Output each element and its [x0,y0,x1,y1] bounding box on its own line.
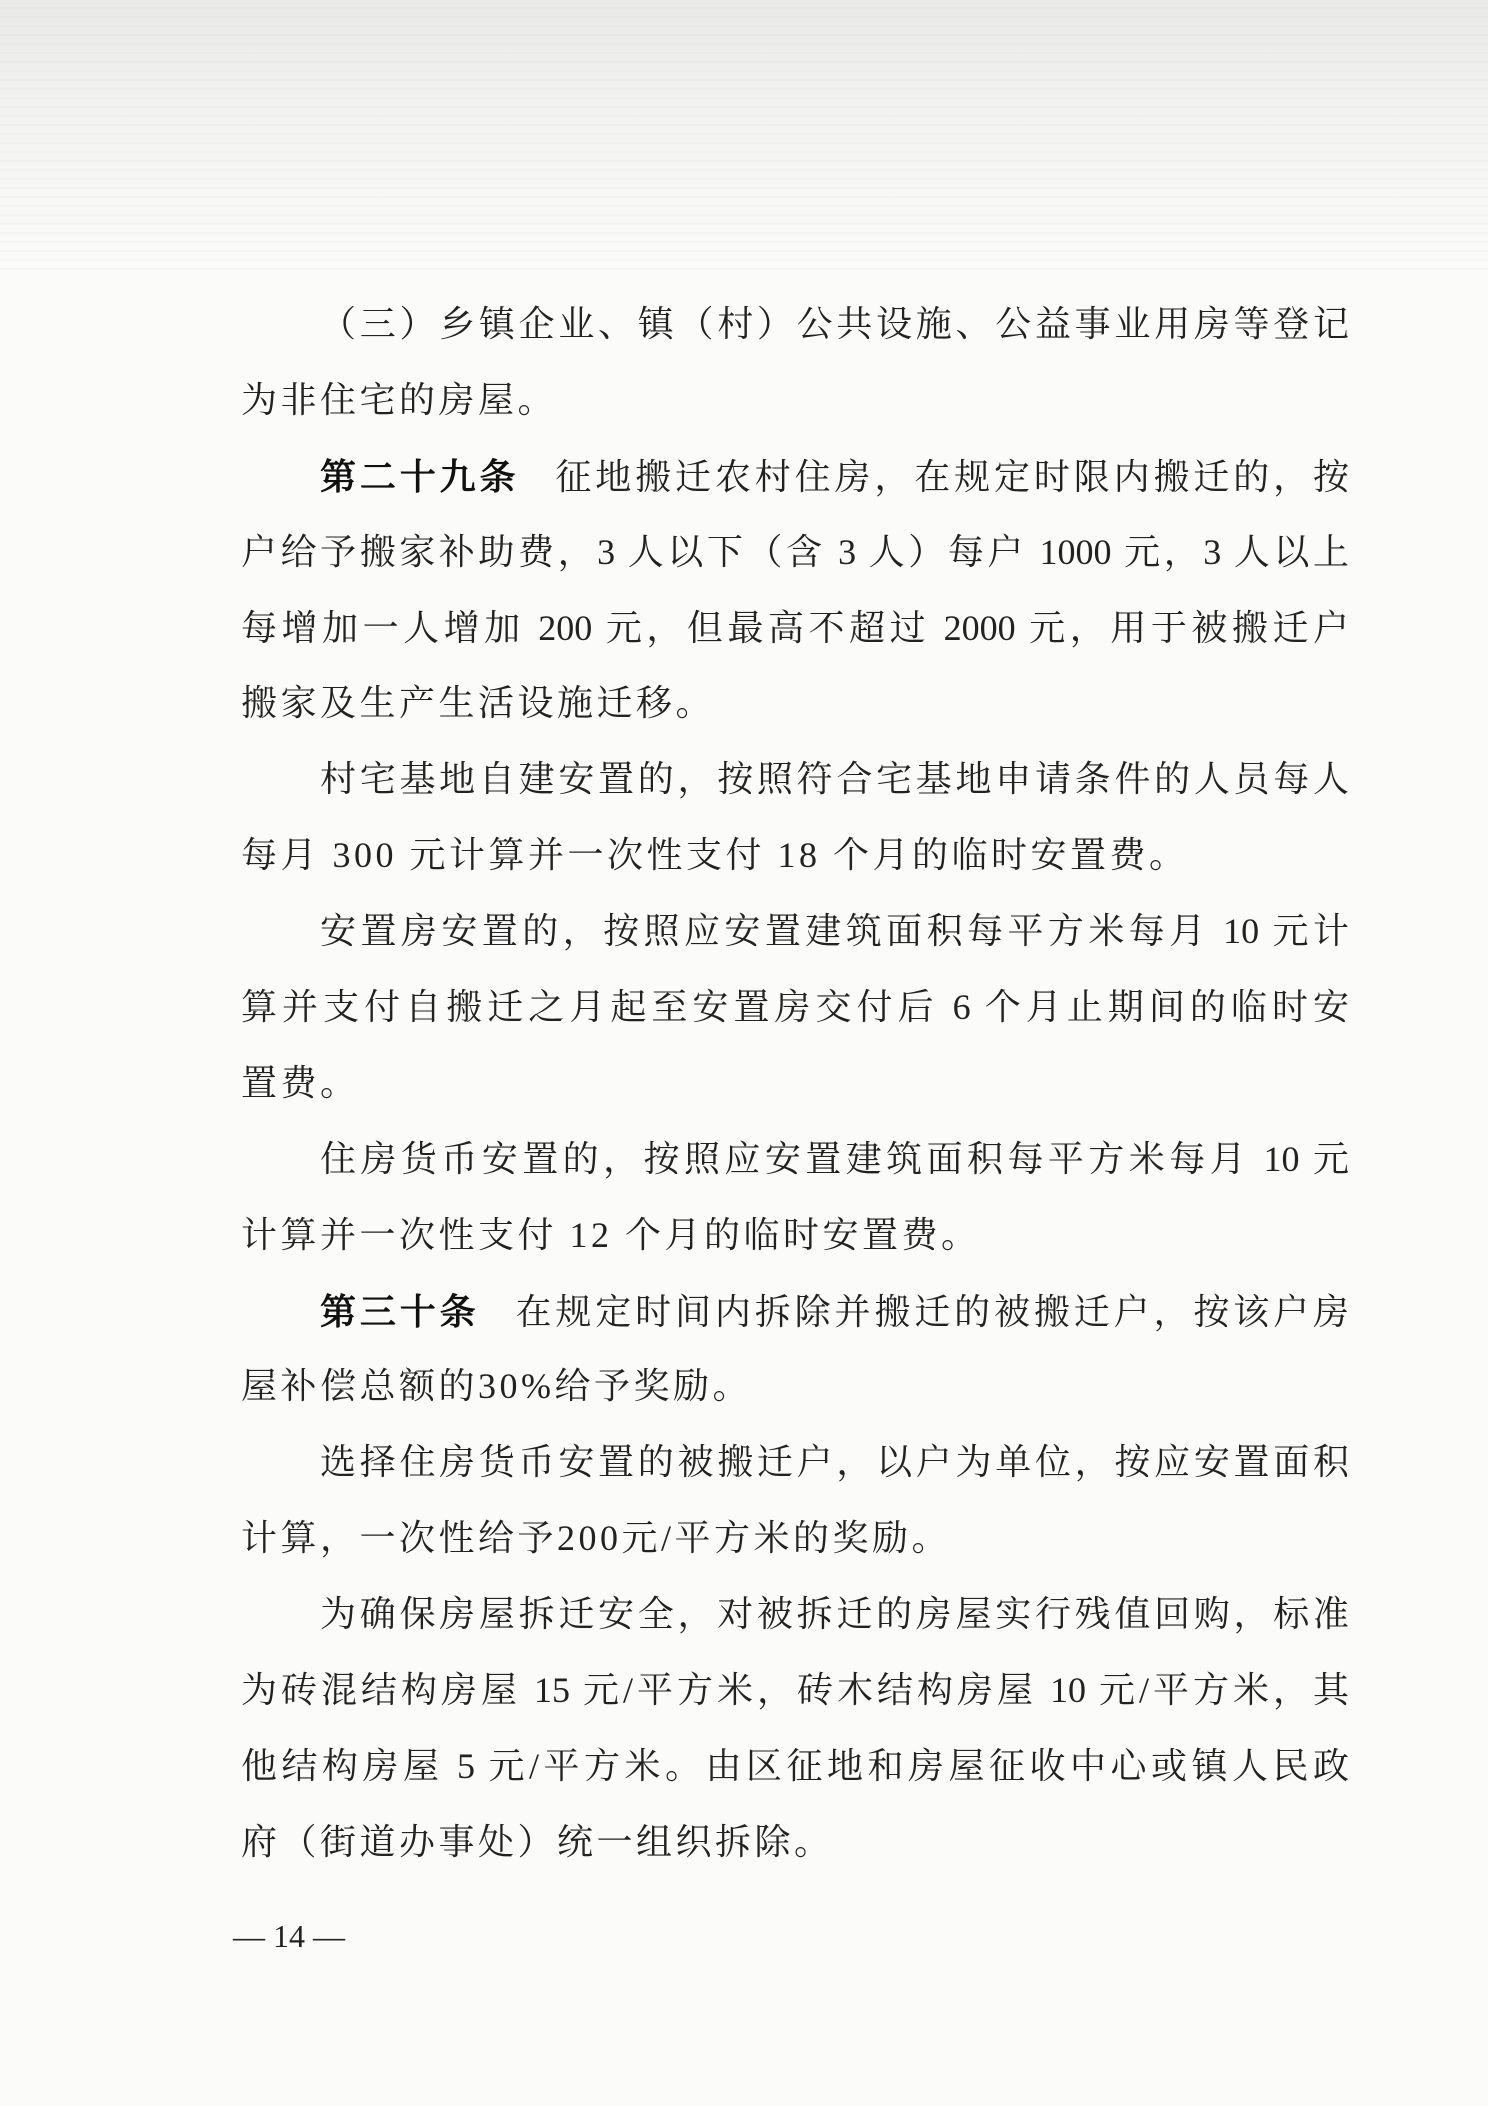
paragraph-residual-buyback [241,1577,1349,1881]
article-number: 第二十九条 [320,455,520,497]
article-heading-line [241,439,1349,515]
text-line: 住房货币安置的，按照应安置建筑面积每平方米每月 10 元 [320,1138,1349,1179]
text-line: 计算并一次性支付 12 个月的临时安置费。 [241,1214,981,1255]
article-number: 第三十条 [320,1290,480,1332]
paragraph-monetary-resettlement [241,1122,1349,1274]
article-29 [241,439,1349,743]
text-line-content: 征地搬迁农村住房，在规定时限内搬迁的，按 [555,456,1349,497]
text-line: 选择住房货币安置的被搬迁户，以户为单位，按应安置面积 [320,1442,1349,1483]
text-line: 置费。 [241,1062,360,1103]
paragraph-monetary-reward [241,1425,1349,1577]
article-30 [241,1274,1349,1426]
text-line: 府（街道办事处）统一组织拆除。 [241,1821,834,1862]
paragraph-housing-resettlement [241,894,1349,1122]
paragraph-item-3 [241,287,1349,439]
text-line: 每增加一人增加 200 元，但最高不超过 2000 元，用于被搬迁户 [241,607,1349,648]
text-line: 村宅基地自建安置的，按照符合宅基地申请条件的人员每人 [320,759,1349,800]
text-line: 为非住宅的房屋。 [241,379,558,420]
text-line: 为确保房屋拆迁安全，对被拆迁的房屋实行残值回购，标准 [320,1594,1349,1635]
text-line: 每月 300 元计算并一次性支付 18 个月的临时安置费。 [241,835,1189,876]
text-line: 计算，一次性给予200元/平方米的奖励。 [241,1518,952,1559]
document-body [241,287,1349,1881]
text-line: 户给予搬家补助费，3 人以下（含 3 人）每户 1000 元，3 人以上 [241,531,1349,572]
text-line: 屋补偿总额的30%给予奖励。 [241,1366,752,1407]
paragraph-homestead-resettlement [241,742,1349,894]
text-line: 他结构房屋 5 元/平方米。由区征地和房屋征收中心或镇人民政 [241,1745,1349,1786]
text-line: 为砖混结构房屋 15 元/平方米，砖木结构房屋 10 元/平方米，其 [241,1670,1349,1711]
scan-shading [0,0,1488,270]
text-line-content: 在规定时间内拆除并搬迁的被搬迁户，按该户房 [515,1291,1349,1332]
text-line: 安置房安置的，按照应安置建筑面积每平方米每月 10 元计 [320,911,1349,952]
text-line: （三）乡镇企业、镇（村）公共设施、公益事业用房等登记 [320,304,1349,344]
article-heading-line [241,1274,1349,1350]
page-number: — 14 — [233,1918,345,1954]
text-line: 算并支付自搬迁之月起至安置房交付后 6 个月止期间的临时安 [241,987,1349,1028]
text-line: 搬家及生产生活设施迁移。 [241,683,716,724]
